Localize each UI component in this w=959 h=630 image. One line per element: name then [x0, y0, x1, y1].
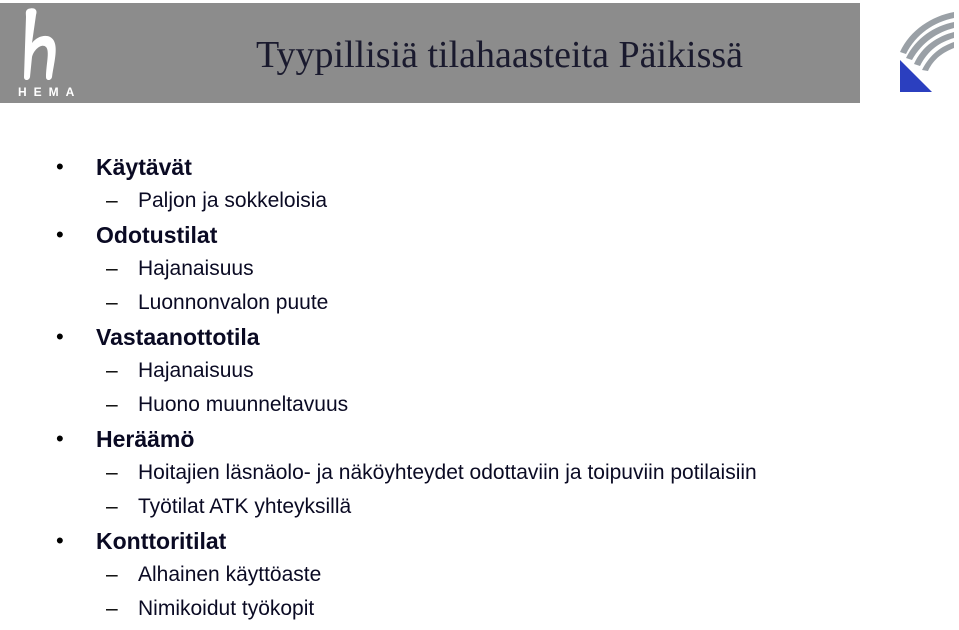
sub-bullet-item	[0, 592, 959, 626]
sub-bullet-marker: –	[106, 563, 118, 586]
header-bar	[0, 3, 860, 103]
sub-bullet-item	[0, 456, 959, 490]
sub-bullet-text: Paljon ja sokkeloisia	[138, 189, 328, 212]
sub-bullet-marker: –	[106, 189, 118, 212]
university-wing-logo-icon	[892, 8, 956, 96]
sub-bullet-text: Alhainen käyttöaste	[138, 563, 322, 586]
sub-bullet-marker: –	[106, 359, 118, 382]
bullet-item	[0, 150, 959, 184]
bullet-item	[0, 320, 959, 354]
sub-bullet-item	[0, 252, 959, 286]
bullet-heading: Odotustilat	[96, 222, 218, 248]
bullet-list	[0, 150, 959, 626]
sub-bullet-text: Huono muunneltavuus	[138, 393, 349, 416]
bullet-marker: •	[56, 222, 64, 247]
hema-h-logo-icon	[8, 3, 80, 87]
bullet-heading: Käytävät	[96, 154, 192, 180]
bullet-heading: Vastaanottotila	[96, 324, 260, 350]
page-title: Tyypillisiä tilahaasteita Päikissä	[256, 34, 744, 76]
bullet-marker: •	[56, 426, 64, 451]
bullet-marker: •	[56, 528, 64, 553]
sub-bullet-text: Nimikoidut työkopit	[138, 597, 315, 620]
bullet-marker: •	[56, 154, 64, 179]
university-logo	[892, 8, 956, 96]
sub-bullet-item	[0, 558, 959, 592]
bullet-item	[0, 422, 959, 456]
sub-bullet-marker: –	[106, 291, 118, 314]
sub-bullet-item	[0, 354, 959, 388]
bullet-item	[0, 218, 959, 252]
sub-bullet-item	[0, 184, 959, 218]
bullet-heading: Heräämö	[96, 426, 195, 452]
sub-bullet-marker: –	[106, 597, 118, 620]
sub-bullet-item	[0, 490, 959, 524]
sub-bullet-marker: –	[106, 393, 118, 416]
sub-bullet-text: Hajanaisuus	[138, 257, 254, 280]
sub-bullet-text: Työtilat ATK yhteyksillä	[138, 495, 352, 518]
bullet-item	[0, 524, 959, 558]
hema-logo	[8, 3, 80, 103]
sub-bullet-text: Hajanaisuus	[138, 359, 254, 382]
sub-bullet-item	[0, 286, 959, 320]
sub-bullet-text: Hoitajien läsnäolo- ja näköyhteydet odottaviin ja toipuviin potilaisiin	[138, 461, 757, 484]
bullet-heading: Konttoritilat	[96, 528, 227, 554]
sub-bullet-text: Luonnonvalon puute	[138, 291, 329, 314]
hema-logo-text: HEMA	[18, 85, 82, 99]
sub-bullet-item	[0, 388, 959, 422]
sub-bullet-marker: –	[106, 495, 118, 518]
bullet-marker: •	[56, 324, 64, 349]
sub-bullet-marker: –	[106, 257, 118, 280]
sub-bullet-marker: –	[106, 461, 118, 484]
